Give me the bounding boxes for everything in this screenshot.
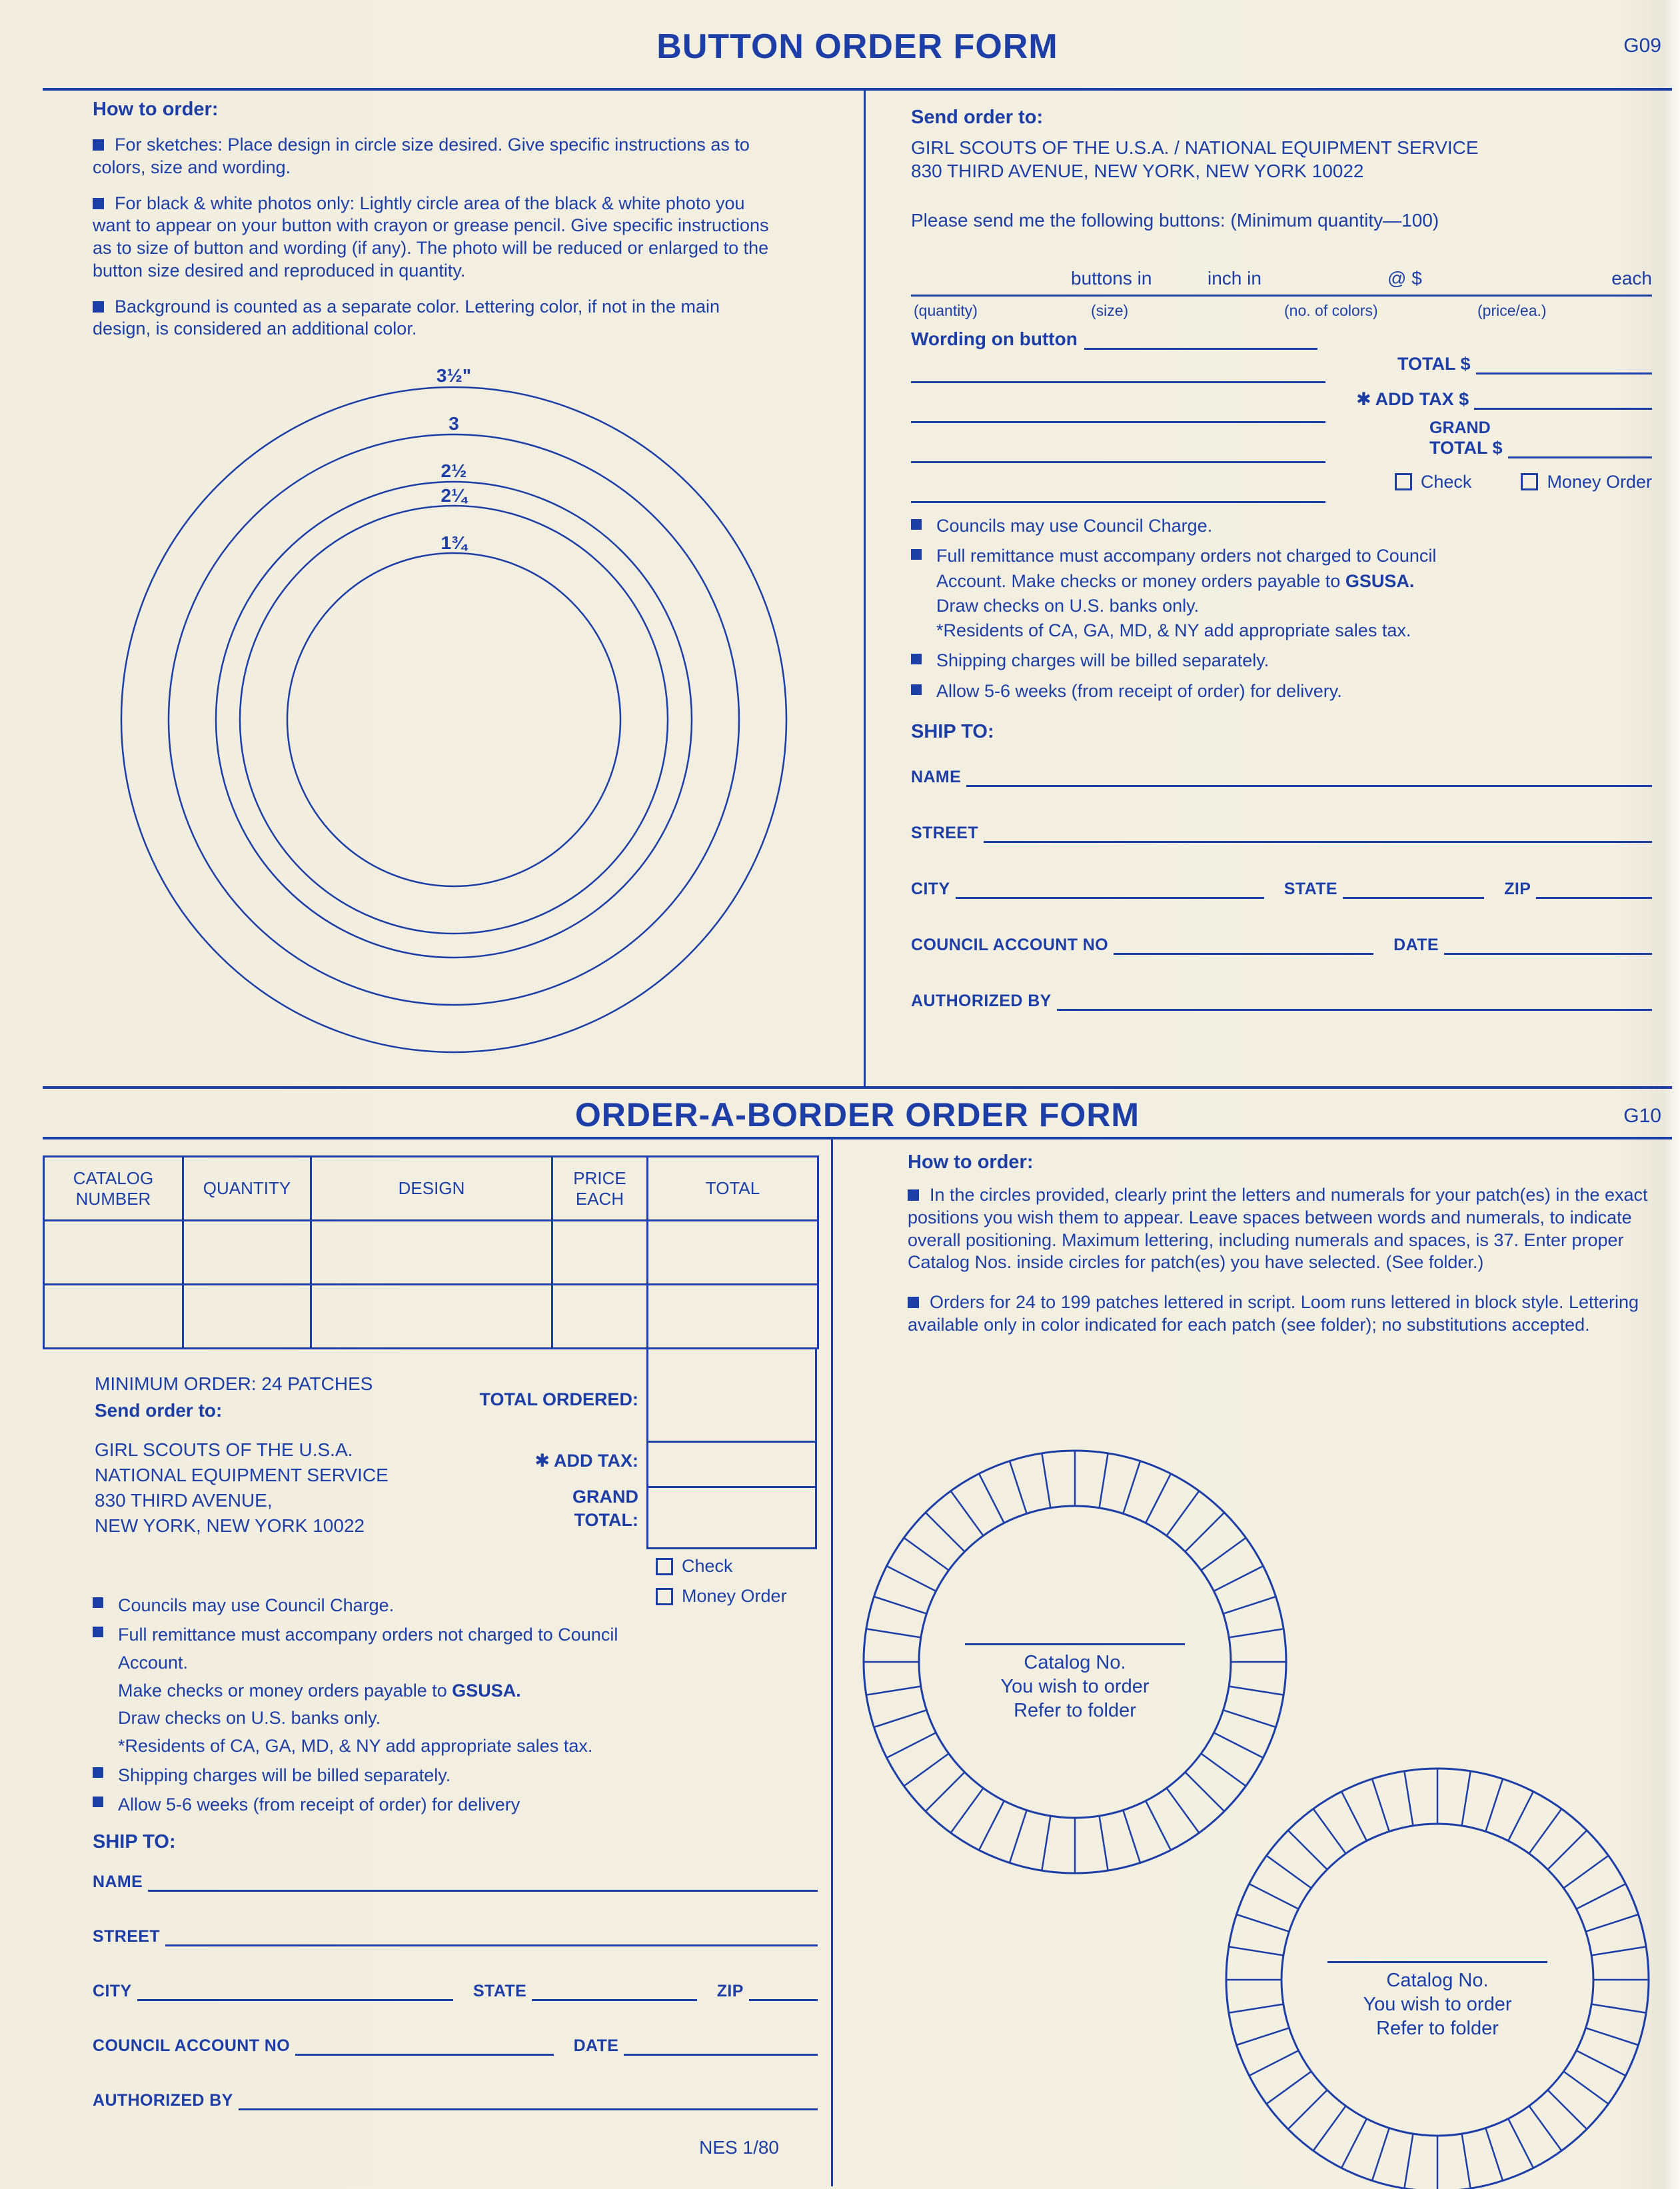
col-header-design: DESIGN: [311, 1157, 552, 1221]
table-row: [44, 1285, 818, 1349]
caption-line: You wish to order: [1363, 1994, 1512, 2015]
caption-line: You wish to order: [1000, 1676, 1150, 1697]
check-label: Check: [1420, 471, 1472, 492]
order-entry-lines: [911, 354, 1325, 503]
wording-input-line[interactable]: [1084, 331, 1317, 350]
bullet-square-icon: [911, 549, 922, 560]
name-field-row: [93, 1870, 818, 1892]
state-label: STATE: [1283, 879, 1337, 898]
total-cell[interactable]: [648, 1285, 818, 1349]
caption-line: Catalog No.: [1024, 1652, 1126, 1673]
name-input-line[interactable]: [966, 766, 1652, 787]
authorized-by-input-line[interactable]: [1057, 990, 1652, 1011]
col-header-total: TOTAL: [648, 1157, 818, 1221]
city-label: CITY: [93, 1981, 132, 2000]
city-input-line[interactable]: [956, 878, 1264, 899]
price-each-cell[interactable]: [552, 1285, 648, 1349]
grand-total-label: TOTAL $: [1429, 437, 1503, 458]
add-tax-text: ADD TAX:: [554, 1451, 638, 1471]
note-text: *Residents of CA, GA, MD, & NY add appropriate sales tax.: [936, 620, 1411, 641]
grand-total-row: [1356, 438, 1652, 458]
bullet-square-icon: [908, 1189, 919, 1201]
order-fill-zone: [911, 354, 1652, 503]
ordering-notes: [93, 1592, 818, 1853]
check-option: [656, 1556, 787, 1577]
date-input-line[interactable]: [624, 2034, 818, 2056]
street-input-line[interactable]: [165, 1925, 818, 1946]
design-cell[interactable]: [311, 1285, 552, 1349]
note-text: Full remittance must accompany orders not charged to Council: [936, 546, 1437, 566]
button-order-form-section: [43, 88, 1672, 1086]
note-council-charge: [93, 1592, 818, 1620]
council-account-label: COUNCIL ACCOUNT NO: [911, 935, 1109, 954]
note-text: Account. Make checks or money orders payable to: [936, 570, 1345, 591]
instruction-text: For sketches: Place design in circle size desired. Give specific instructions as to colors, size and wording.: [93, 135, 750, 177]
zip-input-line[interactable]: [1536, 878, 1652, 899]
button-form-order-column: [864, 91, 1672, 1086]
border-form-order-column: [43, 1139, 831, 2186]
button-form-instructions-column: [43, 91, 864, 1086]
check-checkbox[interactable]: [1395, 473, 1412, 490]
price-each-cell[interactable]: [552, 1221, 648, 1285]
address-line: 830 THIRD AVENUE,: [95, 1490, 273, 1511]
bullet-square-icon: [911, 519, 922, 530]
grand-total-box[interactable]: [646, 1488, 817, 1549]
border-form-titlebar: [43, 1086, 1672, 1137]
note-text: Shipping charges will be billed separately.: [118, 1765, 451, 1786]
order-columns-subheader: [911, 297, 1652, 326]
grand-label: GRAND: [1429, 418, 1491, 438]
bullet-square-icon: [911, 654, 922, 664]
sub-quantity: (quantity): [914, 302, 978, 320]
note-remittance: [93, 1621, 818, 1761]
zip-label: ZIP: [716, 1981, 744, 2000]
order-request-line: Please send me the following buttons: (Minimum quantity—100): [911, 210, 1439, 231]
circle-2-25-inch: [240, 506, 668, 934]
instruction-text: Background is counted as a separate color. Lettering color, if not in the main design, is considered an additional color.: [93, 296, 720, 339]
money-order-option: [1521, 472, 1652, 492]
authorized-by-label: AUTHORIZED BY: [911, 991, 1052, 1010]
button-size-circles-diagram: [107, 354, 800, 1055]
ring-caption: [862, 1643, 1288, 1723]
city-label: CITY: [911, 879, 950, 898]
col-inch-in: inch in: [1208, 268, 1261, 289]
date-label: DATE: [573, 2036, 619, 2055]
total-cell[interactable]: [648, 1221, 818, 1285]
instruction-bullet: [93, 134, 769, 179]
border-form-instructions-column: [831, 1139, 1672, 2186]
instruction-bullet: [93, 193, 769, 283]
send-order-to-heading: Send order to:: [911, 107, 1044, 128]
note-text: Councils may use Council Charge.: [936, 516, 1213, 536]
col-at-price: @ $: [1387, 268, 1422, 289]
ordering-notes: [911, 514, 1652, 704]
gsusa-bold: GSUSA.: [1345, 570, 1415, 591]
street-label: STREET: [93, 1926, 161, 1946]
check-option: [1395, 472, 1472, 492]
how-to-order-heading: How to order:: [908, 1151, 1034, 1173]
name-label: NAME: [93, 1872, 143, 1891]
circle-size-label: 2½: [440, 460, 467, 481]
recipient-address: 830 THIRD AVENUE, NEW YORK, NEW YORK 10022: [911, 161, 1364, 182]
payment-method-row: [1356, 472, 1652, 492]
total-row: [1356, 354, 1652, 374]
totals-block: [1325, 354, 1652, 503]
bullet-square-icon: [93, 301, 104, 313]
catalog-number-cell[interactable]: [44, 1221, 183, 1285]
money-order-label: Money Order: [682, 1586, 787, 1606]
council-date-row: [911, 934, 1652, 955]
address-line: NATIONAL EQUIPMENT SERVICE: [95, 1465, 389, 1486]
note-shipping: [911, 648, 1652, 673]
city-state-zip-row: [911, 878, 1652, 899]
asterisk-icon: ✱: [534, 1451, 550, 1471]
asterisk-icon: ✱: [1356, 389, 1371, 410]
order-entry-line[interactable]: [911, 423, 1325, 463]
street-label: STREET: [911, 823, 979, 842]
bullet-square-icon: [93, 1797, 103, 1807]
how-to-order-heading: How to order:: [93, 99, 219, 120]
circle-3-inch: [169, 434, 739, 1005]
bullet-square-icon: [93, 1767, 103, 1778]
total-label: TOTAL $: [1397, 354, 1471, 374]
note-text: Make checks or money orders payable to: [118, 1680, 452, 1701]
bullet-square-icon: [911, 684, 922, 695]
note-text: Draw checks on U.S. banks only.: [118, 1708, 381, 1729]
col-header-catalog-number: CATALOG NUMBER: [44, 1157, 183, 1221]
circle-size-label: 2¼: [440, 485, 467, 506]
name-label: NAME: [911, 767, 962, 786]
street-field-row: [93, 1925, 818, 1946]
address-line: GIRL SCOUTS OF THE U.S.A.: [95, 1439, 353, 1460]
border-form-title: ORDER-A-BORDER ORDER FORM: [574, 1096, 1140, 1133]
council-account-label: COUNCIL ACCOUNT NO: [93, 2036, 291, 2055]
sub-size: (size): [1091, 302, 1129, 320]
border-form-code: G10: [1623, 1105, 1661, 1127]
ship-to-heading: SHIP TO:: [93, 1830, 176, 1852]
note-text: Shipping charges will be billed separately.: [936, 650, 1269, 671]
note-text: Councils may use Council Charge.: [118, 1595, 395, 1615]
patch-border-ring-diagram[interactable]: [1224, 1767, 1651, 2189]
state-label: STATE: [472, 1981, 527, 2000]
instruction-text: In the circles provided, clearly print the letters and numerals for your patch(es) in the exact positions you wish them to appear. Leave spaces between words and numerals, to indicate overall positioning. Maximum lettering, including numerals and spaces, is 37. Enter proper Catalog Nos. inside circles for patch(es) you have selected. (See folder.): [908, 1185, 1648, 1273]
name-field-row: [911, 766, 1652, 787]
ship-to-fields: [93, 1870, 818, 2110]
bullet-square-icon: [93, 1597, 103, 1608]
circle-size-label: 3½": [436, 365, 472, 386]
authorized-by-label: AUTHORIZED BY: [93, 2090, 233, 2110]
caption-line: Catalog No.: [1386, 1970, 1489, 1991]
table-row: [44, 1221, 818, 1285]
minimum-order-block: [95, 1373, 389, 1539]
note-delivery: [911, 679, 1652, 704]
instruction-text: Orders for 24 to 199 patches lettered in script. Loom runs lettered in block style. Lettering available only in color indicated for each patch (see folder); no substitutions accepted.: [908, 1292, 1639, 1335]
note-council-charge: [911, 514, 1652, 538]
date-label: DATE: [1393, 935, 1439, 954]
council-date-row: [93, 2034, 818, 2056]
design-cell[interactable]: [311, 1221, 552, 1285]
note-delivery: [93, 1791, 818, 1819]
minimum-order-line: MINIMUM ORDER: 24 PATCHES: [95, 1373, 373, 1394]
note-text: Allow 5-6 weeks (from receipt of order) for delivery: [118, 1794, 520, 1815]
quantity-cell[interactable]: [183, 1285, 311, 1349]
instruction-bullet: [908, 1184, 1654, 1274]
check-checkbox[interactable]: [656, 1558, 673, 1575]
name-input-line[interactable]: [148, 1870, 818, 1892]
instruction-bullet: [93, 296, 769, 341]
gsusa-bold: GSUSA.: [452, 1680, 521, 1701]
button-form-title: BUTTON ORDER FORM: [656, 27, 1058, 66]
recipient-name: GIRL SCOUTS OF THE U.S.A. / NATIONAL EQUIPMENT SERVICE: [911, 137, 1479, 158]
order-entry-line[interactable]: [911, 383, 1325, 423]
authorized-by-row: [93, 2089, 818, 2110]
circle-size-label: 3: [448, 413, 459, 434]
circle-size-label: 1¾: [440, 532, 467, 553]
ring-caption: [1224, 1961, 1651, 2040]
caption-line: Refer to folder: [1014, 1700, 1136, 1721]
state-input-line[interactable]: [532, 1980, 697, 2001]
caption-line: Refer to folder: [1376, 2018, 1499, 2039]
bullet-square-icon: [93, 198, 104, 209]
grand-total-input-line[interactable]: [1508, 441, 1652, 458]
zip-label: ZIP: [1504, 879, 1531, 898]
street-input-line[interactable]: [984, 822, 1652, 843]
money-order-checkbox[interactable]: [1521, 473, 1538, 490]
order-entry-line[interactable]: [911, 463, 1325, 503]
wording-on-button-label: Wording on button: [911, 329, 1078, 350]
add-tax-label: ADD TAX $: [1375, 389, 1469, 410]
quantity-cell[interactable]: [183, 1221, 311, 1285]
order-columns-header: [911, 261, 1652, 297]
money-order-label: Money Order: [1547, 471, 1652, 492]
grand-text: GRAND: [572, 1487, 638, 1507]
bullet-square-icon: [93, 139, 104, 151]
grand-total-text: TOTAL:: [574, 1510, 638, 1531]
add-tax-box[interactable]: [646, 1443, 817, 1488]
total-ordered-label: TOTAL ORDERED:: [479, 1389, 638, 1409]
col-each: each: [1611, 268, 1652, 289]
wording-on-button-row: [911, 329, 1652, 350]
order-a-border-form-section: [43, 1137, 1672, 2186]
authorized-by-input-line[interactable]: [239, 2089, 818, 2110]
check-label: Check: [682, 1556, 733, 1576]
total-input-line[interactable]: [1476, 357, 1652, 374]
date-input-line[interactable]: [1444, 934, 1652, 955]
table-header-row: [44, 1157, 818, 1221]
zip-input-line[interactable]: [749, 1980, 818, 2001]
note-text: Allow 5-6 weeks (from receipt of order) for delivery.: [936, 680, 1342, 701]
total-ordered-box[interactable]: [646, 1349, 817, 1443]
catalog-number-writing-line[interactable]: [1327, 1961, 1547, 1963]
note-text: Full remittance must accompany orders not charged to Council: [118, 1624, 618, 1645]
state-input-line[interactable]: [1343, 878, 1484, 899]
council-account-input-line[interactable]: [1114, 934, 1373, 955]
send-order-to-heading: Send order to:: [95, 1400, 223, 1421]
note-shipping: [93, 1762, 818, 1790]
instruction-text: For black & white photos only: Lightly circle area of the black & white photo you want to appear on your button with crayon or grease pencil. Give specific instructions as to size of button and wording (if any). The photo will be reduced or enlarged to the button size desired and reproduced in quantity.: [93, 193, 769, 281]
add-tax-row: [1356, 389, 1652, 410]
note-text: Draw checks on U.S. banks only.: [936, 595, 1200, 616]
add-tax-input-line[interactable]: [1474, 392, 1652, 410]
sub-no-of-colors: (no. of colors): [1284, 302, 1378, 320]
button-form-titlebar: [43, 0, 1672, 88]
note-remittance: [911, 544, 1652, 643]
sub-price-ea: (price/ea.): [1477, 302, 1547, 320]
bullet-square-icon: [93, 1627, 103, 1637]
order-a-border-table: [43, 1155, 819, 1349]
order-entry-line[interactable]: [911, 354, 1325, 383]
bullet-square-icon: [908, 1297, 919, 1308]
street-field-row: [911, 822, 1652, 843]
city-state-zip-row: [93, 1980, 818, 2001]
council-account-input-line[interactable]: [295, 2034, 553, 2056]
ship-to-heading: SHIP TO:: [911, 720, 994, 742]
button-form-code: G09: [1623, 35, 1661, 57]
note-text: Account.: [118, 1652, 189, 1673]
note-text: *Residents of CA, GA, MD, & NY add appropriate sales tax.: [118, 1736, 593, 1757]
form-footer-code: NES 1/80: [699, 2136, 779, 2158]
col-buttons-in: buttons in: [1071, 268, 1152, 289]
circle-1-75-inch: [287, 553, 620, 886]
city-input-line[interactable]: [137, 1980, 453, 2001]
catalog-number-writing-line[interactable]: [965, 1643, 1185, 1645]
col-header-quantity: QUANTITY: [183, 1157, 311, 1221]
authorized-by-row: [911, 990, 1652, 1011]
address-line: NEW YORK, NEW YORK 10022: [95, 1515, 365, 1537]
instruction-bullet: [908, 1291, 1654, 1337]
col-header-price-each: PRICE EACH: [552, 1157, 648, 1221]
catalog-number-cell[interactable]: [44, 1285, 183, 1349]
